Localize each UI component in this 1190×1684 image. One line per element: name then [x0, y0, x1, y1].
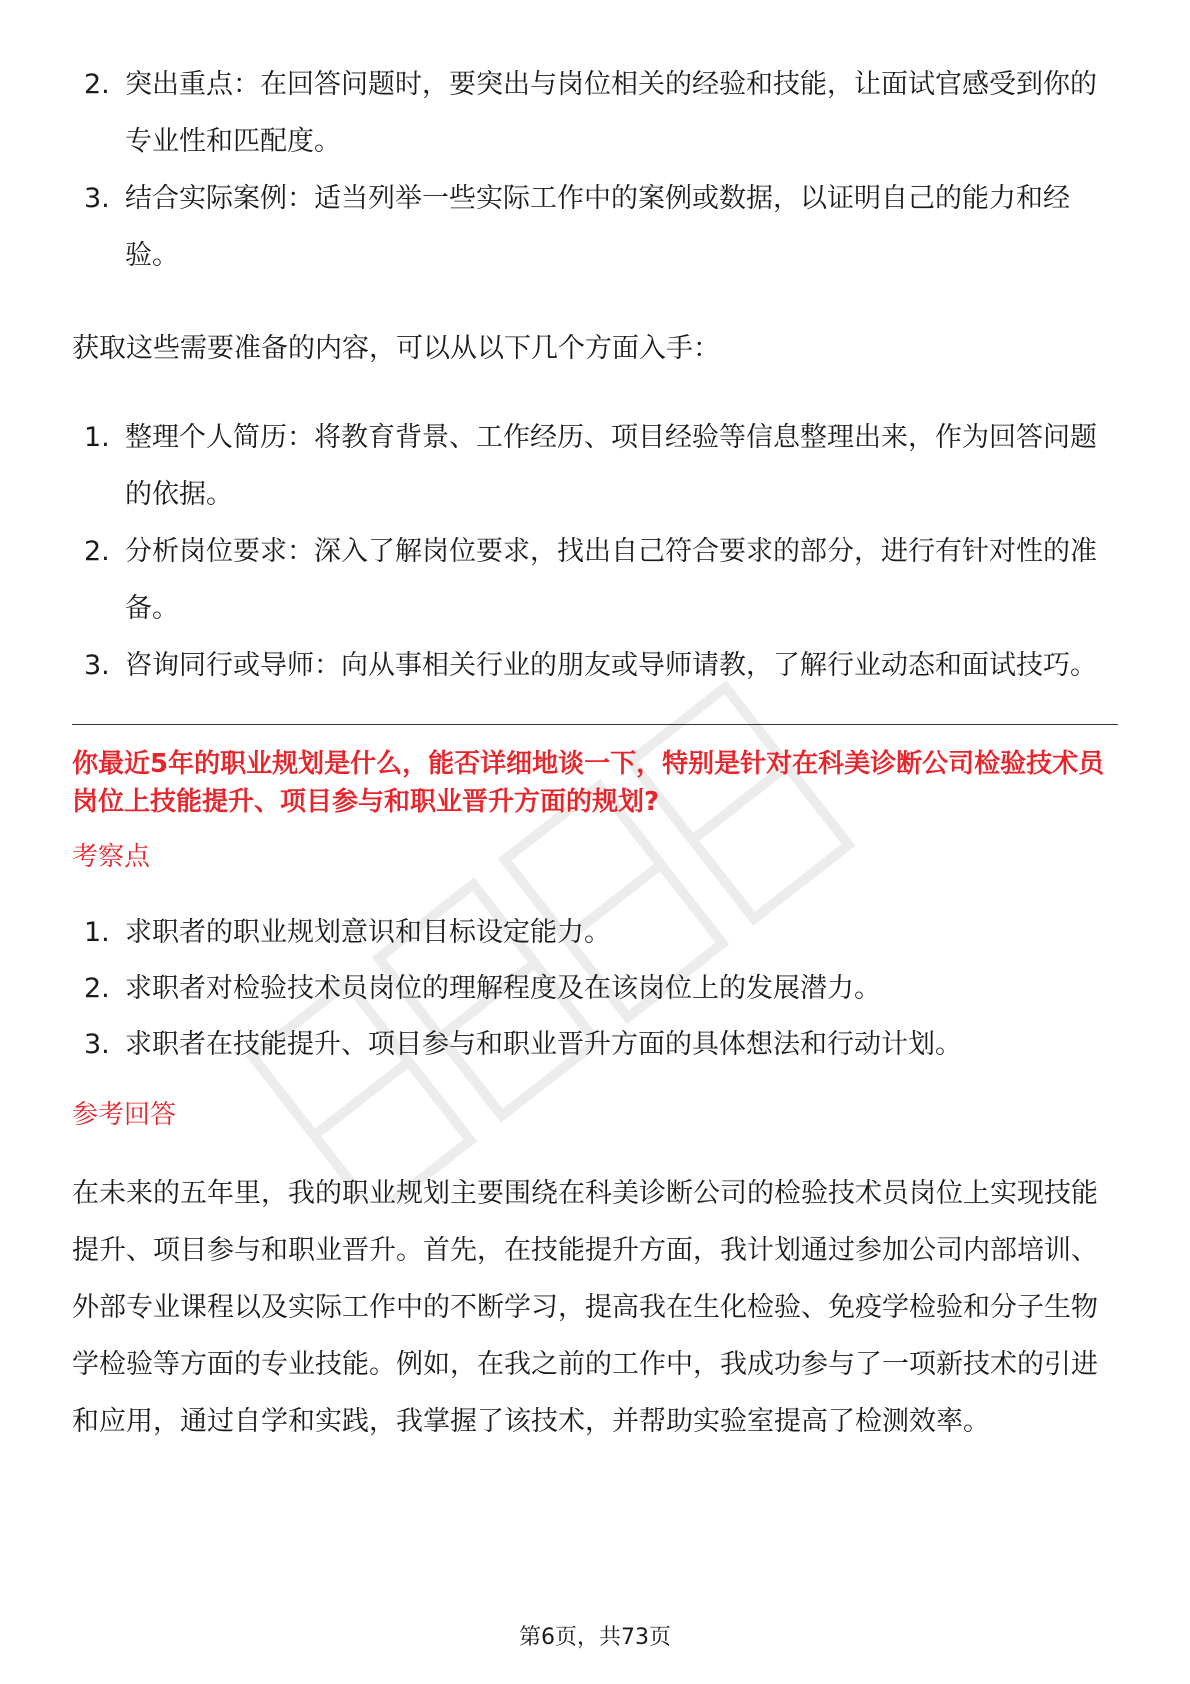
section-divider [72, 724, 1118, 725]
reference-answer-paragraph: 在未来的五年里，我的职业规划主要围绕在科美诊断公司的检验技术员岗位上实现技能提升、项目参与和职业晋升。首先，在技能提升方面，我计划通过参加公司内部培训、外部专业课程以及实际工作中的不断学习，提高我在生化检验、免疫学检验和分子生物学检验等方面的专业技能。例如，在我之前的工作中，我成功参与了一项新技术的引进和应用，通过自学和实践，我掌握了该技术，并帮助实验室提高了检测效率。 [72, 1178, 1098, 1437]
preparation-tips-list [72, 56, 1118, 284]
list-item-text: 求职者在技能提升、项目参与和职业晋升方面的具体想法和行动计划。 [125, 1029, 962, 1060]
sources-list [72, 409, 1118, 694]
list-item-number: 2. [84, 973, 110, 1004]
list-item [72, 961, 1118, 1017]
list-item [72, 170, 1118, 284]
list-item [72, 637, 1118, 694]
list-item-number: 1. [84, 917, 110, 948]
list-item-text: 分析岗位要求：深入了解岗位要求，找出自己符合要求的部分，进行有针对性的准备。 [125, 536, 1097, 624]
list-item-number: 2. [84, 536, 110, 567]
list-item-text: 求职者对检验技术员岗位的理解程度及在该岗位上的发展潜力。 [125, 973, 881, 1004]
list-item-number: 1. [84, 422, 110, 453]
list-item-text: 整理个人简历：将教育背景、工作经历、项目经验等信息整理出来，作为回答问题的依据。 [125, 422, 1097, 510]
list-item-number: 2. [84, 69, 110, 100]
list-item-text: 突出重点：在回答问题时，要突出与岗位相关的经验和技能，让面试官感受到你的专业性和匹配度。 [125, 69, 1097, 157]
heading-evaluation-points: 考察点 [72, 842, 151, 872]
list-item [72, 409, 1118, 523]
list-item-number: 3. [84, 183, 110, 214]
main-content [72, 56, 1118, 1450]
list-item-number: 3. [84, 650, 110, 681]
list-item-text: 咨询同行或导师：向从事相关行业的朋友或导师请教，了解行业动态和面试技巧。 [125, 650, 1097, 681]
evaluation-points-list [72, 905, 1118, 1073]
list-item [72, 56, 1118, 170]
list-item [72, 523, 1118, 637]
list-item [72, 905, 1118, 961]
list-item [72, 1017, 1118, 1073]
list-item-text: 求职者的职业规划意识和目标设定能力。 [125, 917, 611, 948]
page-number-footer: 第6页，共73页 [519, 1625, 671, 1650]
list-item-text: 结合实际案例：适当列举一些实际工作中的案例或数据，以证明自己的能力和经验。 [125, 183, 1070, 271]
heading-reference-answer: 参考回答 [72, 1100, 177, 1130]
intro-paragraph: 获取这些需要准备的内容，可以从以下几个方面入手： [72, 333, 720, 364]
interview-question: 你最近5年的职业规划是什么，能否详细地谈一下，特别是针对在科美诊断公司检验技术员岗位上技能提升、项目参与和职业晋升方面的规划? [72, 749, 1105, 817]
list-item-number: 3. [84, 1029, 110, 1060]
